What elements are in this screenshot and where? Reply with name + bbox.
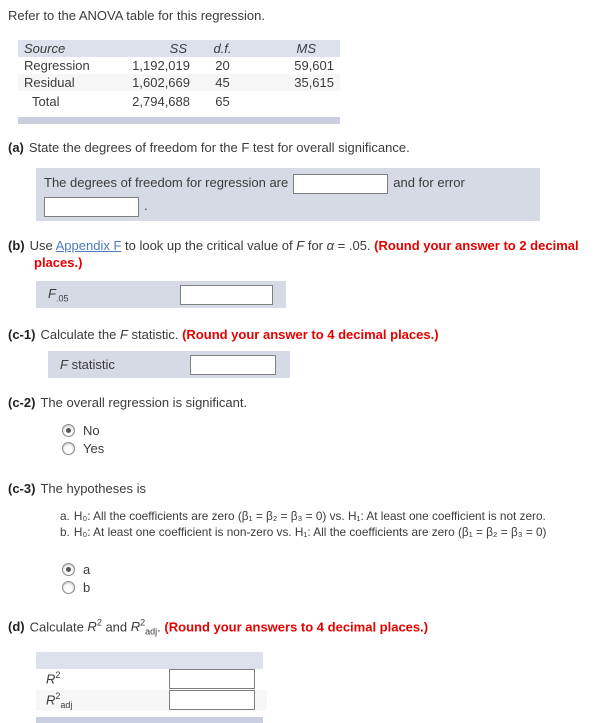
part-a-line-2 — [44, 194, 532, 217]
part-c3-choices — [60, 508, 613, 540]
part-b-answer-band — [36, 281, 286, 308]
r-squared-adj-symbol: $R^2_{adj}$ — [130, 618, 158, 637]
f-symbol: F — [296, 238, 305, 253]
part-c2-radio-group — [62, 421, 613, 457]
choice-body: H₀: All the coefficients are zero (β₁ = β₂ = β₃ = 0) vs. H₁: At least one coefficient is not zero. — [73, 509, 546, 523]
radio-label: Yes — [83, 440, 105, 456]
part-b-heading — [8, 237, 613, 271]
anova-header-row — [18, 40, 340, 57]
f-statistic-field-label — [60, 357, 115, 372]
anova-header-ms: MS — [250, 40, 340, 57]
anova-table — [18, 40, 340, 110]
cell-ms: 35,615 — [250, 74, 340, 91]
radio-label: No — [83, 422, 100, 438]
part-a-prompt: State the degrees of freedom for the F test for overall significance. — [28, 140, 410, 155]
anova-header-ss: SS — [103, 40, 195, 57]
part-b-round-note: (Round your answer to 2 decimal places.) — [34, 238, 579, 270]
part-c2-label: (c-2) — [8, 395, 36, 410]
anova-footer-bar — [18, 117, 340, 124]
cell-ms: 59,601 — [294, 58, 334, 73]
part-c3-prompt: The hypotheses is — [40, 481, 146, 496]
part-d-table-header-bar — [36, 652, 263, 669]
anova-header-df: d.f. — [195, 40, 250, 57]
f-symbol: F — [48, 285, 56, 301]
appendix-f-link[interactable]: Appendix F — [55, 238, 122, 253]
part-d-text: . — [157, 619, 165, 635]
part-c3-label: (c-3) — [8, 481, 36, 496]
part-a-label: (a) — [8, 140, 24, 155]
cell-df: 20 — [215, 58, 230, 73]
cell-df: 65 — [215, 94, 230, 109]
part-b-text: = .05. — [334, 238, 375, 253]
cell-ss: 2,794,688 — [132, 94, 190, 109]
choice-body: H₀: At least one coefficient is non-zero vs. H₁: All the coefficients are zero (β₁ = β₂ = β₃ = 0) — [73, 525, 547, 539]
radio-button-icon — [62, 442, 75, 455]
part-c1-heading — [8, 327, 613, 342]
r-squared-adj-input[interactable] — [169, 690, 255, 710]
cell-df: 45 — [195, 74, 250, 91]
part-c1-round-note: (Round your answer to 4 decimal places.) — [182, 327, 439, 342]
choice-b-text — [60, 524, 613, 540]
anova-header-source: Source — [18, 40, 103, 57]
part-c3-radio-group — [62, 560, 613, 596]
part-c1-label: (c-1) — [8, 327, 36, 342]
radio-option-yes[interactable] — [62, 439, 613, 457]
radio-label: a — [83, 561, 91, 577]
part-c3-heading — [8, 481, 613, 496]
f-symbol: F — [119, 327, 128, 342]
cell-source: Regression — [24, 58, 90, 73]
df-regression-input[interactable] — [293, 174, 388, 194]
cell-source: Residual — [18, 74, 103, 91]
choice-prefix: a. — [60, 509, 70, 523]
table-row-regression — [18, 57, 340, 74]
part-b-text: Use — [29, 238, 56, 253]
radio-label: b — [83, 579, 91, 595]
f-statistic-label-text: statistic — [67, 357, 115, 372]
part-d-label: (d) — [8, 619, 25, 635]
part-a-line-1 — [44, 171, 532, 194]
part-b-label: (b) — [8, 238, 25, 253]
cell-ss: 1,602,669 — [103, 74, 195, 91]
answer-middle-text: and for error — [393, 175, 465, 190]
part-d-text: and — [101, 619, 131, 635]
choice-prefix: b. — [60, 525, 70, 539]
r-squared-label: $R^2$ — [46, 669, 61, 687]
part-c1-answer-band — [48, 351, 290, 378]
radio-button-icon — [62, 581, 75, 594]
part-c1-text: statistic. — [127, 327, 183, 342]
part-d-round-note: (Round your answers to 4 decimal places.) — [164, 619, 429, 635]
part-a-heading — [8, 140, 613, 155]
part-c2-prompt: The overall regression is significant. — [40, 395, 248, 410]
part-d-text: Calculate — [29, 619, 88, 635]
f05-field-label — [48, 286, 68, 304]
cell-source: Total — [32, 94, 60, 109]
radio-button-icon — [62, 563, 75, 576]
r-squared-symbol: $R^2$ — [87, 618, 102, 635]
f-statistic-input[interactable] — [190, 355, 276, 375]
answer-suffix-text: . — [144, 198, 148, 213]
cell-ms — [250, 91, 340, 110]
choice-a-text — [60, 508, 613, 524]
part-d-footer-bar — [36, 717, 263, 723]
radio-button-icon — [62, 424, 75, 437]
r-squared-adj-label: $R^2_{adj}$ — [46, 690, 73, 710]
r-squared-adj-row — [36, 690, 267, 711]
part-c2-heading — [8, 395, 613, 410]
answer-prefix-text: The degrees of freedom for regression are — [44, 175, 289, 190]
radio-option-a[interactable] — [62, 560, 613, 578]
part-b-text: for — [304, 238, 327, 253]
table-row-total — [18, 91, 340, 110]
part-b-text: to look up the critical value of — [121, 238, 297, 253]
radio-option-b[interactable] — [62, 578, 613, 596]
f05-input[interactable] — [180, 285, 273, 305]
radio-option-no[interactable] — [62, 421, 613, 439]
table-row-residual — [18, 74, 340, 91]
r-squared-input[interactable] — [169, 669, 255, 689]
part-a-answer-band — [36, 168, 540, 221]
f05-subscript: .05 — [55, 293, 69, 304]
part-c1-text: Calculate the — [40, 327, 120, 342]
cell-ss: 1,192,019 — [132, 58, 190, 73]
part-d-heading — [8, 618, 613, 637]
alpha-symbol: α — [326, 238, 335, 253]
f-symbol: F — [60, 357, 68, 372]
intro-text: Refer to the ANOVA table for this regression. — [8, 8, 265, 23]
df-error-input[interactable] — [44, 197, 139, 217]
part-d-answer-table — [36, 652, 267, 711]
r-squared-row — [36, 669, 267, 690]
